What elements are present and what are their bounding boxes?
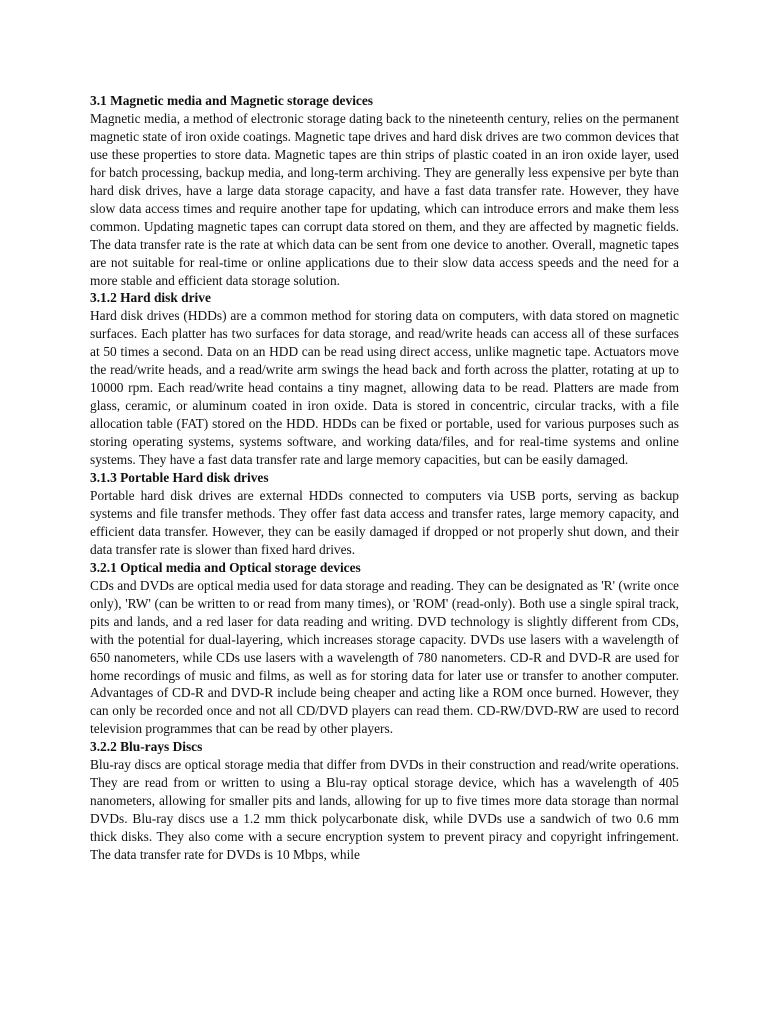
section-body: Magnetic media, a method of electronic storage dating back to the nineteenth century, relies on the permanent magnetic state of iron oxide coatings. Magnetic tape drives and hard disk drives are two common devices that use these properties to store data. Magnetic tapes are thin strips of plastic coated in an iron oxide layer, used for batch processing, backup media, and long-term archiving. They are generally less expensive per byte than hard disk drives, have a large data storage capacity, and have a fast data transfer rate. However, they have slow data access times and require another tape for updating, which can introduce errors and make them less common. Updating magnetic tapes can corrupt data stored on them, and they are affected by magnetic fields. The data transfer rate is the rate at which data can be sent from one device to another. Overall, magnetic tapes are not suitable for real-time or online applications due to their slow data access speeds and the need for a more stable and efficient data storage solution. bbox=[90, 110, 679, 288]
section-portable-hard-disk-drives bbox=[90, 469, 679, 559]
section-heading: 3.1 Magnetic media and Magnetic storage devices bbox=[90, 93, 374, 108]
section-body: Hard disk drives (HDDs) are a common method for storing data on computers, with data stored on magnetic surfaces. Each platter has two surfaces for data storage, and read/write heads can access all of these surfaces at 50 times a second. Data on an HDD can be read using direct access, unlike magnetic tape. Actuators move the read/write heads, and a read/write arm swings the head back and forth across the platter, rotating at up to 10000 rpm. Each read/write head contains a tiny magnet, allowing data to be read. Platters are made from glass, ceramic, or aluminum coated in iron oxide. Data is stored in concentric, circular tracks, with a file allocation table (FAT) stored on the HDD. HDDs can be fixed or portable, used for various purposes such as storing operating systems, systems software, and working data/files, and for real-time systems and online systems. They have a fast data transfer rate and large memory capacities, but can be easily damaged. bbox=[90, 308, 679, 468]
section-heading: 3.2.2 Blu-rays Discs bbox=[90, 739, 203, 755]
section-hard-disk-drive bbox=[90, 289, 679, 469]
section-blu-ray-discs bbox=[90, 738, 679, 864]
document-page bbox=[90, 92, 679, 864]
section-magnetic-media bbox=[90, 92, 679, 289]
section-heading: 3.2.1 Optical media and Optical storage devices bbox=[90, 559, 361, 575]
section-heading: 3.1.3 Portable Hard disk drives bbox=[90, 470, 269, 486]
section-body: Portable hard disk drives are external HDDs connected to computers via USB ports, serving as backup systems and file transfer methods. They offer fast data access and transfer rates, large memory capacity, and efficient data transfer. However, they can be easily damaged if dropped or not properly shut down, and their data transfer rate is slower than fixed hard drives. bbox=[90, 487, 679, 557]
section-heading: 3.1.2 Hard disk drive bbox=[90, 290, 211, 306]
section-body: Blu-ray discs are optical storage media that differ from DVDs in their construction and read/write operations. They are read from or written to using a Blu-ray optical storage device, which has a wavelength of 405 nanometers, allowing for smaller pits and lands, allowing for up to five times more data storage than normal DVDs. Blu-ray discs use a 1.2 mm thick polycarbonate disk, while DVDs use a sandwich of two 0.6 mm thick disks. They also come with a secure encryption system to prevent piracy and copyright infringement. The data transfer rate for DVDs is 10 Mbps, while bbox=[90, 757, 679, 863]
section-optical-media bbox=[90, 559, 679, 739]
section-body: CDs and DVDs are optical media used for data storage and reading. They can be designated as 'R' (write once only), 'RW' (can be written to or read from many times), or 'ROM' (read-only). Both use a single spiral track, pits and lands, and a red laser for data reading and writing. DVD technology is slightly different from CDs, with the potential for dual-layering, which increases storage capacity. DVDs use lasers with a wavelength of 650 nanometers, while CDs use lasers with a wavelength of 780 nanometers. CD-R and DVD-R are used for home recordings of music and films, as well as for storing data for later use or transfer to another computer. Advantages of CD-R and DVD-R include being cheaper and acting like a ROM once burned. However, they can only be recorded once and not all CD/DVD players can read them. CD-RW/DVD-RW are used to record television programmes that can be read by other players. bbox=[90, 577, 679, 737]
